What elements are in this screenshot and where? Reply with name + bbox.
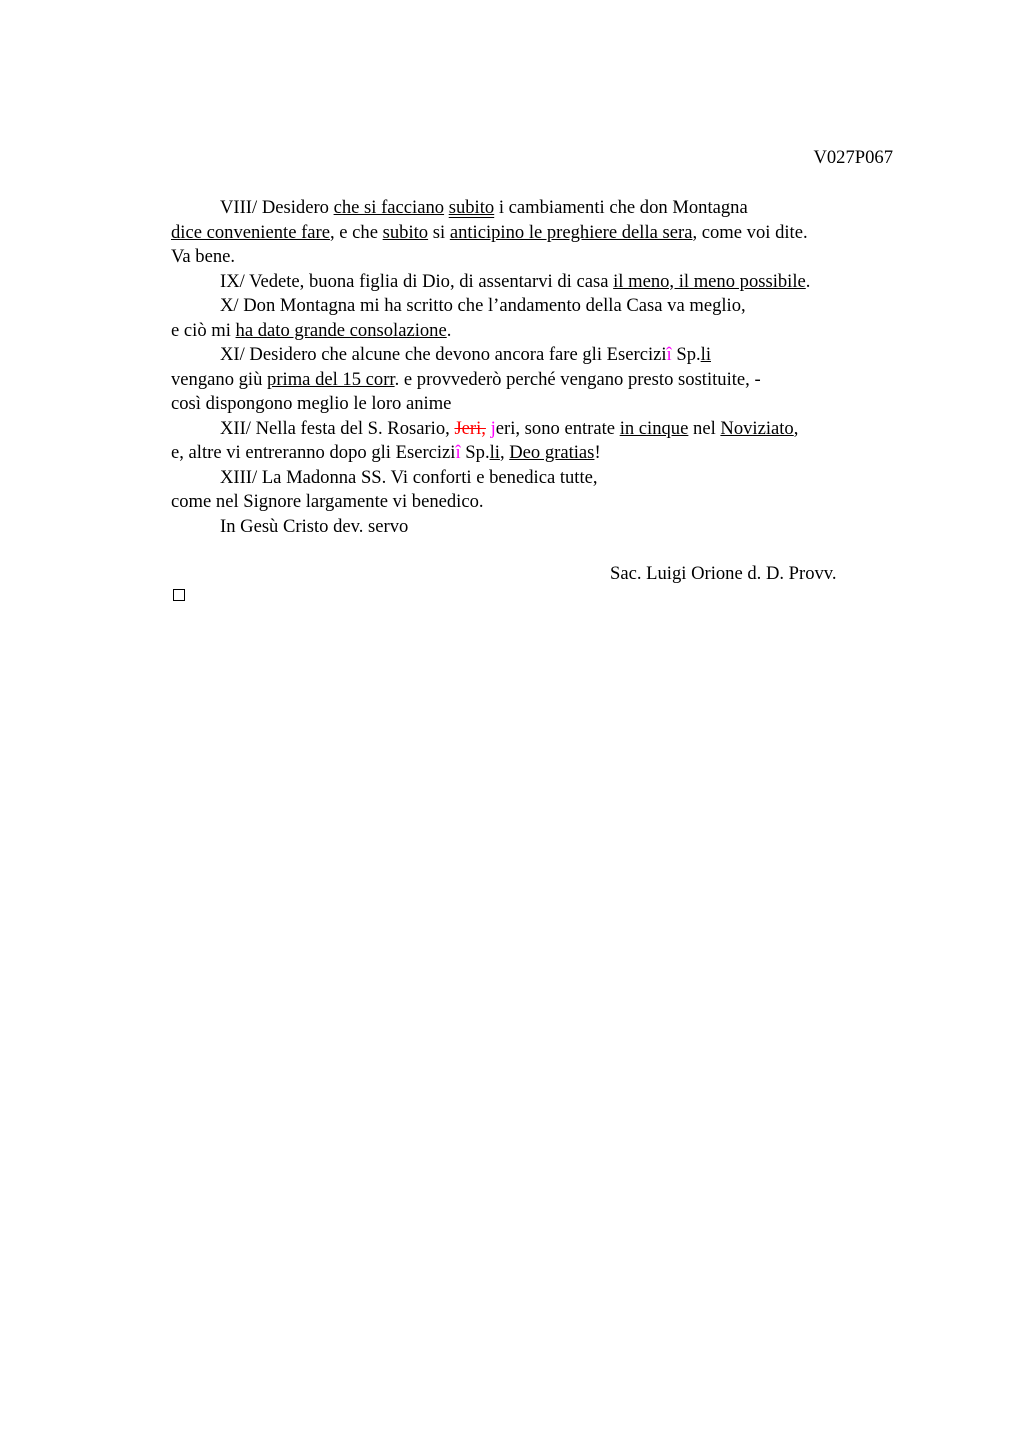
- text-segment: XI/ Desidero che alcune che devono ancora fare gli Esercizi: [220, 344, 667, 365]
- text-line: [171, 343, 891, 368]
- text-segment: ,: [793, 417, 799, 439]
- text-segment: !: [594, 442, 601, 463]
- text-segment: e, altre vi entreranno dopo gli Esercizi: [171, 442, 456, 463]
- text-segment: VIII/ Desidero: [220, 197, 334, 218]
- text-segment: X/ Don Montagna mi ha scritto che l’andamento della Casa va meglio,: [220, 295, 746, 316]
- signature: Sac. Luigi Orione d. D. Provv.: [610, 563, 837, 584]
- text-segment: Va bene.: [171, 246, 236, 267]
- text-line: [171, 294, 891, 319]
- text-segment: XII/ Nella festa del S. Rosario,: [220, 417, 455, 439]
- text-segment: In Gesù Cristo dev. servo: [220, 515, 409, 537]
- underlined-text: subito: [448, 197, 495, 218]
- text-line: [171, 490, 891, 515]
- inserted-text: î: [666, 344, 672, 365]
- text-line: [171, 245, 891, 270]
- page-id: V027P067: [813, 147, 893, 168]
- text-segment: ,: [499, 442, 510, 463]
- underlined-text: li: [489, 442, 500, 463]
- text-segment: nel: [688, 417, 721, 439]
- text-line: [171, 368, 891, 393]
- checkbox[interactable]: [173, 589, 185, 601]
- text-segment: , e che: [329, 221, 383, 243]
- text-line: [171, 441, 891, 466]
- text-segment: Sp.: [460, 442, 490, 463]
- text-segment: i cambiamenti che don Montagna: [494, 197, 748, 218]
- inserted-text: j: [490, 417, 496, 439]
- text-segment: e ciò mi: [171, 319, 236, 341]
- text-segment: XIII/ La Madonna SS. Vi conforti e benedica tutte,: [220, 466, 598, 488]
- text-line: [171, 319, 891, 344]
- text-segment: come nel Signore largamente vi benedico.: [171, 491, 484, 512]
- underlined-text: che si facciano: [333, 197, 445, 218]
- underlined-text: dice conveniente fare: [171, 221, 330, 243]
- text-segment: Sp.: [671, 344, 701, 365]
- text-segment: IX/ Vedete, buona figlia di Dio, di assentarvi di casa: [220, 270, 614, 292]
- underlined-text: li: [700, 344, 711, 365]
- text-line: [171, 270, 891, 295]
- text-segment: .: [805, 270, 811, 292]
- text-segment: .: [446, 319, 452, 341]
- text-line: [171, 392, 891, 417]
- underlined-text: prima del 15 corr: [267, 368, 395, 390]
- underlined-text: ha dato grande consolazione: [235, 319, 447, 341]
- text-segment: così dispongono meglio le loro anime: [171, 393, 452, 414]
- text-segment: . e provvederò perché vengano presto sostituite, -: [394, 368, 761, 390]
- text-line: [171, 196, 891, 221]
- underlined-text: il meno, il meno possibile: [613, 270, 806, 292]
- inserted-text: î: [455, 442, 461, 463]
- text-segment: , come voi dite.: [692, 221, 808, 243]
- text-line: [171, 417, 891, 442]
- deleted-text: Jeri,: [454, 417, 486, 439]
- underlined-text: in cinque: [619, 417, 689, 439]
- text-line: [171, 221, 891, 246]
- text-segment: si: [428, 221, 450, 243]
- letter-body: [171, 196, 891, 539]
- text-line: [171, 466, 891, 491]
- text-line: [171, 515, 891, 540]
- text-segment: eri, sono entrate: [495, 417, 620, 439]
- underlined-text: Deo gratias: [509, 442, 595, 463]
- underlined-text: anticipino le preghiere della sera: [449, 221, 693, 243]
- underlined-text: subito: [382, 221, 429, 243]
- text-segment: vengano giù: [171, 368, 268, 390]
- underlined-text: Noviziato: [720, 417, 794, 439]
